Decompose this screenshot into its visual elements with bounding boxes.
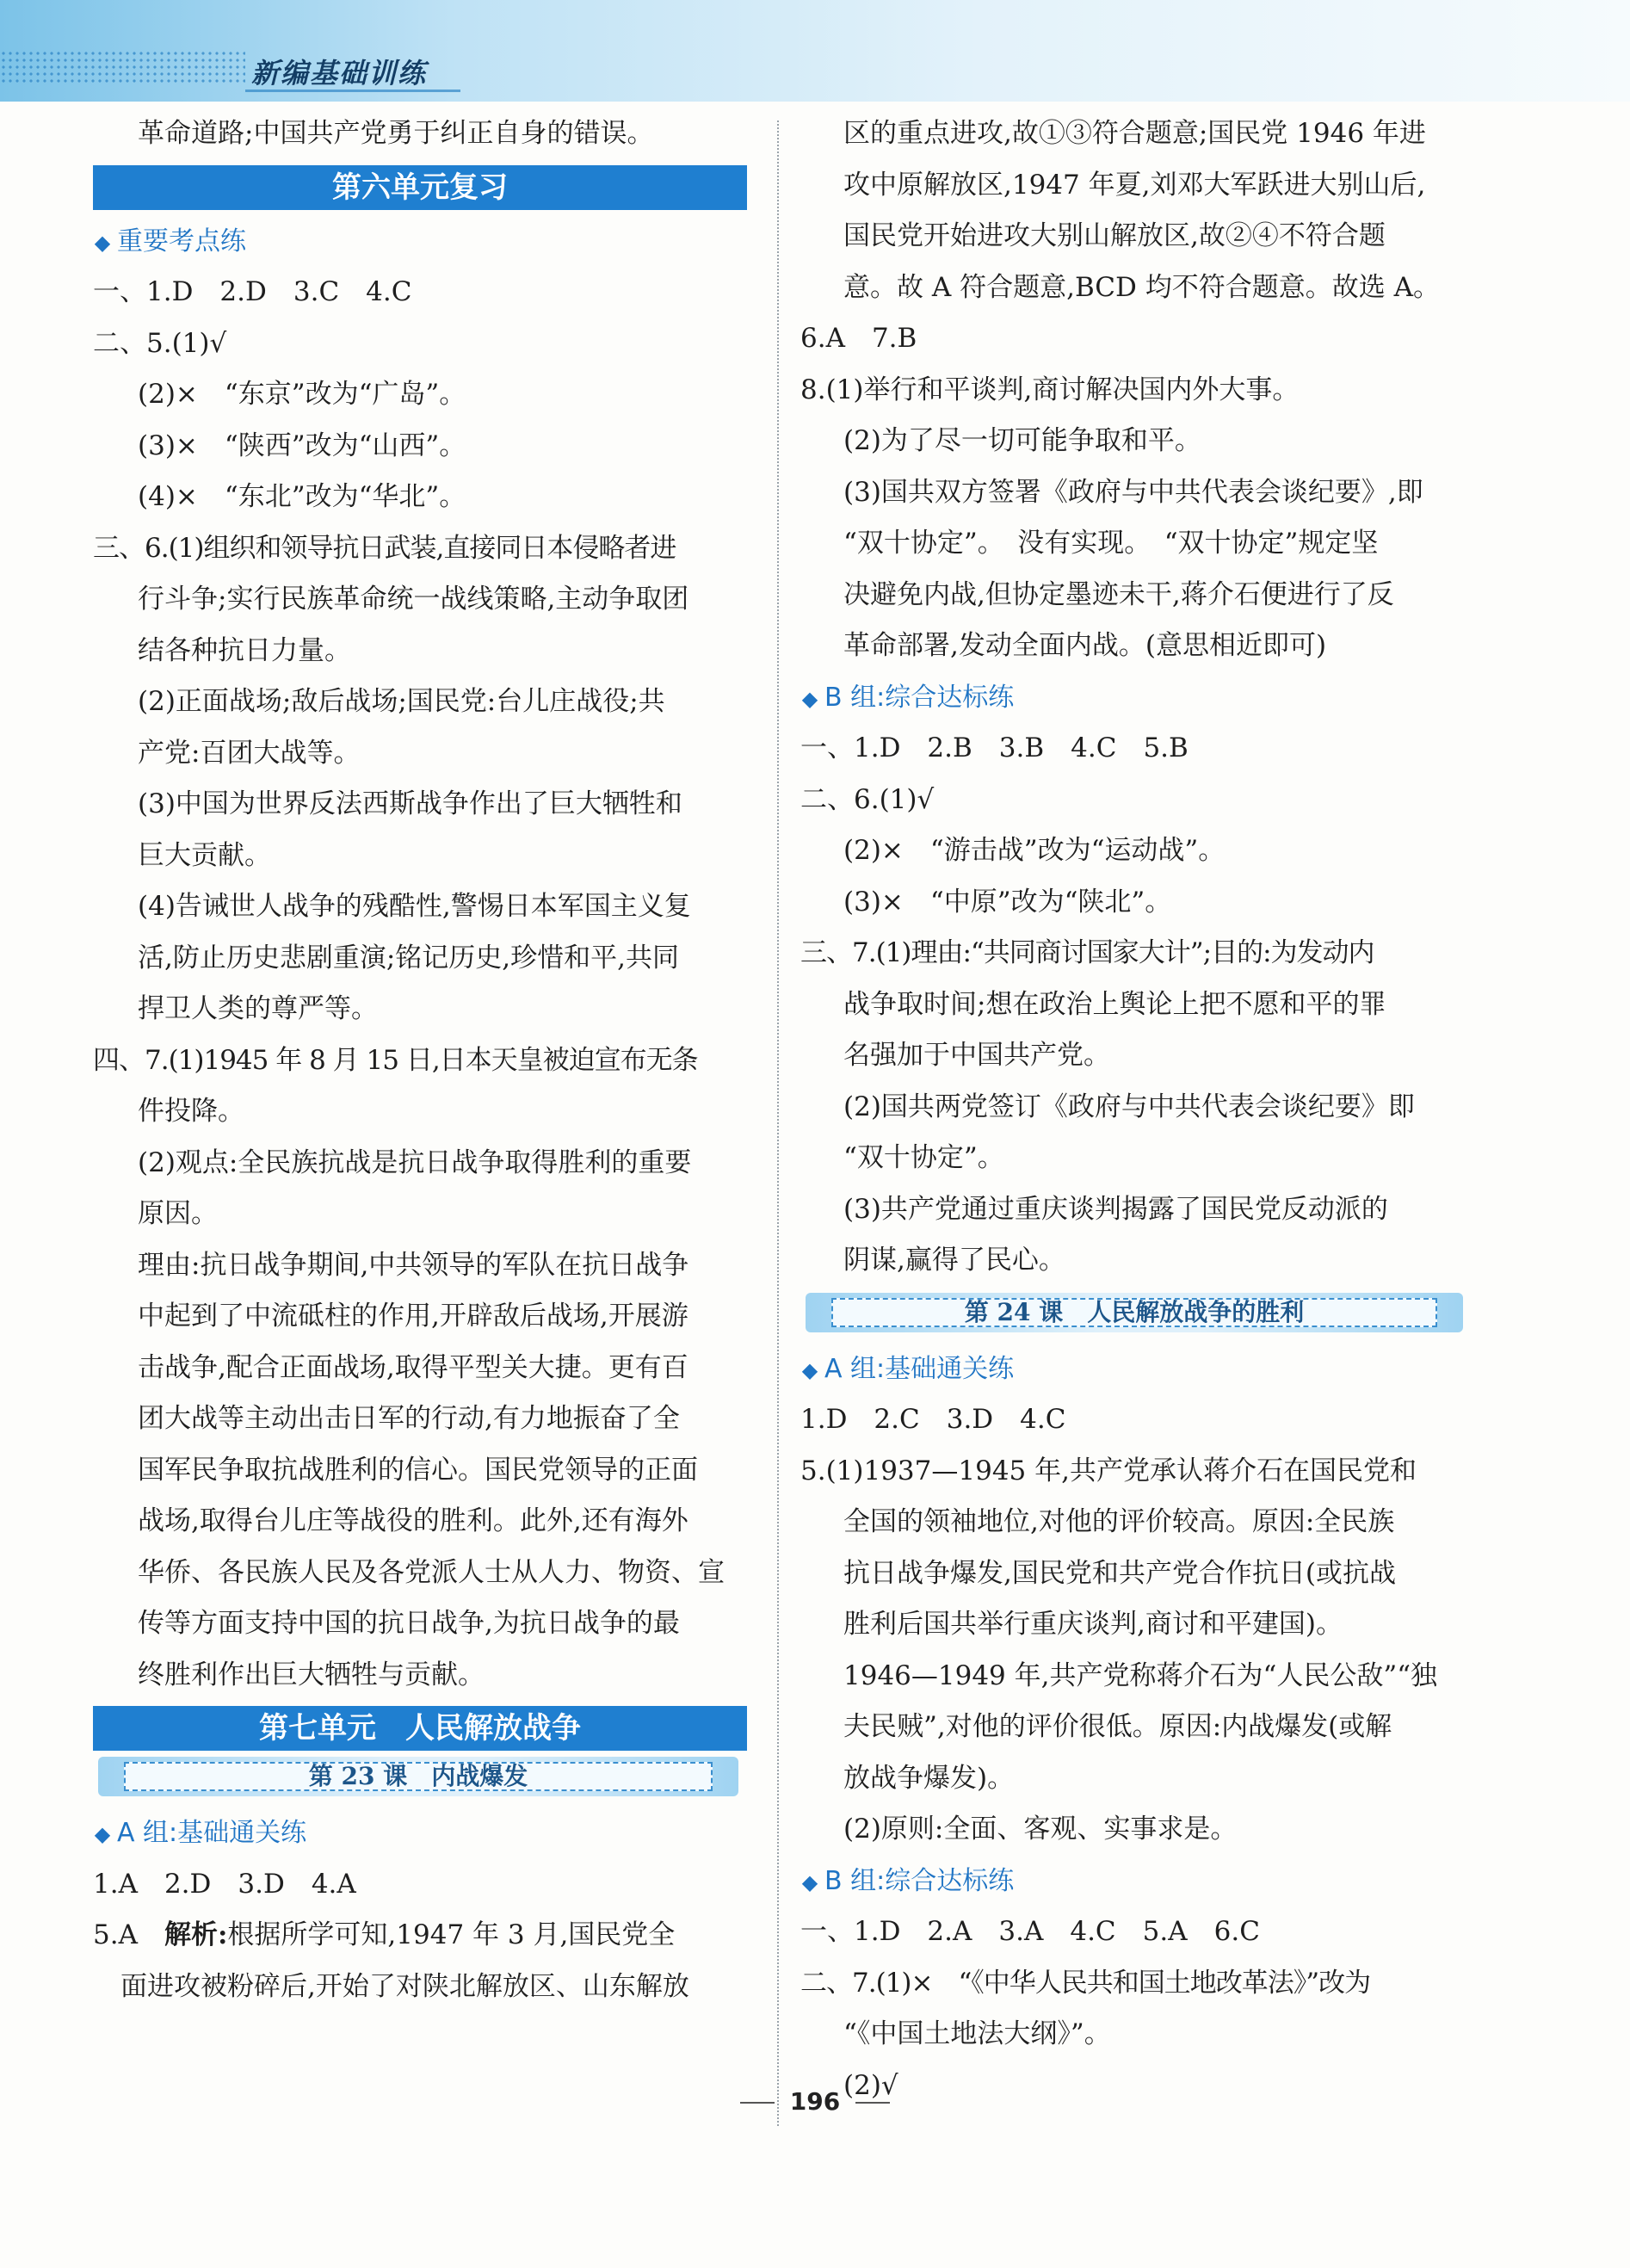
section-label: A 组:基础通关练 xyxy=(117,1818,307,1848)
answer-line: (3)× “陕西”改为“山西”。 xyxy=(138,429,466,461)
answer-line: (2)观点:全民族抗战是抗日战争取得胜利的重要 xyxy=(138,1146,692,1178)
answer-line: “双十协定”。 xyxy=(843,1142,1004,1173)
lesson-23-banner xyxy=(98,1757,738,1796)
lesson-title: 第 23 课 内战爆发 xyxy=(124,1762,713,1791)
answer-line: (3)中国为世界反法西斯战争作出了巨大牺牲和 xyxy=(138,788,682,819)
answer-line: 件投降。 xyxy=(138,1096,244,1127)
answer-line: (2)√ xyxy=(843,2069,898,2101)
answer-line: 一、1.D 2.A 3.A 4.C 5.A 6.C xyxy=(800,1916,1260,1947)
answer-line: 原因。 xyxy=(138,1198,218,1229)
analysis-label: 解析: xyxy=(164,1919,228,1950)
answer-line: (2)国共两党签订《政府与中共代表会谈纪要》即 xyxy=(843,1091,1415,1122)
answer-line: 名强加于中国共产党。 xyxy=(843,1040,1110,1071)
answer-line: 1.A 2.D 3.D 4.A xyxy=(93,1868,356,1900)
header-dot-pattern xyxy=(0,50,245,83)
answer-line: 放战争爆发)。 xyxy=(843,1762,1015,1794)
answer-line: 三、7.(1)理由:“共同商讨国家大计”;目的:为发动内 xyxy=(800,937,1374,968)
answer-line: 结各种抗日力量。 xyxy=(138,634,351,666)
answer-line: 二、7.(1)× “《中华人民共和国土地改革法》”改为 xyxy=(800,1967,1371,1999)
diamond-icon: ◆ xyxy=(801,686,818,711)
page-number xyxy=(723,2087,907,2116)
answer-line: 国民党开始进攻大别山解放区,故②④不符合题 xyxy=(843,220,1386,251)
answer-line: 抗日战争爆发,国民党和共产党合作抗日(或抗战 xyxy=(843,1557,1396,1589)
answer-line: 传等方面支持中国的抗日战争,为抗日战争的最 xyxy=(138,1608,680,1639)
section-group-b xyxy=(800,672,1472,724)
answer-line: (4)告诫世人战争的残酷性,警惕日本军国主义复 xyxy=(138,891,691,922)
dash-left xyxy=(740,2102,775,2104)
answer-line: (2)× “东京”改为“广岛”。 xyxy=(138,379,466,410)
answer-line: 决避免内战,但协定墨迹未干,蒋介石便进行了反 xyxy=(843,578,1394,610)
lesson-24-banner xyxy=(806,1293,1463,1332)
answer-line: 二、6.(1)√ xyxy=(800,783,935,815)
answer-line: 一、1.D 2.B 3.B 4.C 5.B xyxy=(800,732,1189,763)
answer-line: 全国的领袖地位,对他的评价较高。原因:全民族 xyxy=(843,1506,1395,1537)
diamond-icon: ◆ xyxy=(801,1357,818,1382)
section-label: B 组:综合达标练 xyxy=(824,682,1015,713)
answer-line: 捍卫人类的尊严等。 xyxy=(138,993,378,1024)
answer-line: 意。故 A 符合题意,BCD 均不符合题意。故选 A。 xyxy=(843,271,1440,303)
answer-line: 华侨、各民族人民及各党派人士从人力、物资、宣 xyxy=(138,1556,725,1588)
answer-line: 国军民争取抗战胜利的信心。国民党领导的正面 xyxy=(138,1454,698,1486)
answer-line: (2)为了尽一切可能争取和平。 xyxy=(843,425,1201,456)
answer-line: 战争取时间;想在政治上舆论上把不愿和平的罪 xyxy=(843,988,1386,1020)
answer-line: 二、5.(1)√ xyxy=(93,327,227,359)
unit-6-title: 第六单元复习 xyxy=(93,165,747,210)
answer-line: “双十协定”。 没有实现。 “双十协定”规定坚 xyxy=(843,528,1379,559)
answer-line: (3)× “中原”改为“陕北”。 xyxy=(843,886,1172,918)
answer-line: 区的重点进攻,故①③符合题意;国民党 1946 年进 xyxy=(843,118,1426,149)
answer-line: 攻中原解放区,1947 年夏,刘邓大军跃进大别山后, xyxy=(843,169,1426,201)
section-group-a xyxy=(93,1808,747,1859)
answer-line: 5.(1)1937—1945 年,共产党承认蒋介石在国民党和 xyxy=(800,1455,1417,1486)
answer-line: 三、6.(1)组织和领导抗日武装,直接同日本侵略者进 xyxy=(93,532,676,564)
header-underline xyxy=(245,90,460,92)
diamond-icon: ◆ xyxy=(94,230,111,255)
answer-line: 6.A 7.B xyxy=(800,323,917,354)
answer-line xyxy=(93,1910,747,1962)
left-column xyxy=(93,108,747,2012)
answer-line: (4)× “东北”改为“华北”。 xyxy=(138,481,466,512)
dash-right xyxy=(855,2102,890,2104)
answer-line: 阴谋,赢得了民心。 xyxy=(843,1245,1065,1276)
answer-line: 夫民贼”,对他的评价很低。原因:内战爆发(或解 xyxy=(843,1711,1392,1742)
answer-line: 中起到了中流砥柱的作用,开辟敌后战场,开展游 xyxy=(138,1301,688,1332)
column-divider xyxy=(777,121,779,2126)
answer-number: 5.A xyxy=(93,1919,164,1950)
header-brand: 新编基础训练 xyxy=(251,57,428,90)
page-number-text: 196 xyxy=(789,2087,841,2116)
answer-line: 面进攻被粉碎后,开始了对陕北解放区、山东解放 xyxy=(120,1970,689,2002)
right-column xyxy=(800,108,1472,2111)
answer-line: “《中国土地法大纲》”。 xyxy=(843,2018,1111,2049)
answer-line: 团大战等主动出击日军的行动,有力地振奋了全 xyxy=(138,1403,680,1434)
answer-line: 1946—1949 年,共产党称蒋介石为“人民公敌”“独 xyxy=(843,1659,1438,1691)
answer-line: 胜利后国共举行重庆谈判,商讨和平建国)。 xyxy=(843,1609,1343,1640)
answer-line: (2)正面战场;敌后战场;国民党:台儿庄战役;共 xyxy=(138,686,665,717)
answer-line: 终胜利作出巨大牺牲与贡献。 xyxy=(138,1659,485,1690)
answer-line: (3)共产党通过重庆谈判揭露了国民党反动派的 xyxy=(843,1193,1388,1225)
answer-line: 击战争,配合正面战场,取得平型关大捷。更有百 xyxy=(138,1351,688,1383)
answer-line: 战场,取得台儿庄等战役的胜利。此外,还有海外 xyxy=(138,1505,688,1536)
answer-line: 巨大贡献。 xyxy=(138,839,271,871)
analysis-text: 根据所学可知,1947 年 3 月,国民党全 xyxy=(227,1919,676,1950)
answer-line: 一、1.D 2.D 3.C 4.C xyxy=(93,276,412,307)
section-label: A 组:基础通关练 xyxy=(824,1353,1015,1384)
answer-line: 产党:百团大战等。 xyxy=(138,737,361,769)
lesson-title: 第 24 课 人民解放战争的胜利 xyxy=(831,1298,1437,1327)
section-key-points xyxy=(93,216,747,268)
answer-line: 行斗争;实行民族革命统一战线策略,主动争取团 xyxy=(138,584,689,615)
section-group-b xyxy=(800,1856,1472,1907)
unit-7-title: 第七单元 人民解放战争 xyxy=(93,1706,747,1751)
answer-line: 活,防止历史悲剧重演;铭记历史,珍惜和平,共同 xyxy=(138,942,680,973)
answer-line: 8.(1)举行和平谈判,商讨解决国内外大事。 xyxy=(800,374,1300,405)
answer-line: 革命部署,发动全面内战。(意思相近即可) xyxy=(843,630,1327,661)
answer-line: (2)× “游击战”改为“运动战”。 xyxy=(843,835,1226,866)
answer-line: 四、7.(1)1945 年 8 月 15 日,日本天皇被迫宣布无条 xyxy=(93,1044,698,1076)
answer-line: 1.D 2.C 3.D 4.C xyxy=(800,1404,1066,1435)
answer-line: (3)国共双方签署《政府与中共代表会谈纪要》,即 xyxy=(843,476,1423,508)
answer-line: 理由:抗日战争期间,中共领导的军队在抗日战争 xyxy=(138,1249,689,1281)
section-label: B 组:综合达标练 xyxy=(824,1865,1015,1896)
answer-line: (2)原则:全面、客观、实事求是。 xyxy=(843,1814,1238,1845)
page-header xyxy=(0,0,1630,102)
section-group-a xyxy=(800,1344,1472,1395)
section-label: 重要考点练 xyxy=(117,226,246,256)
diamond-icon: ◆ xyxy=(801,1869,818,1894)
diamond-icon: ◆ xyxy=(94,1822,111,1846)
text-line: 革命道路;中国共产党勇于纠正自身的错误。 xyxy=(138,118,654,149)
